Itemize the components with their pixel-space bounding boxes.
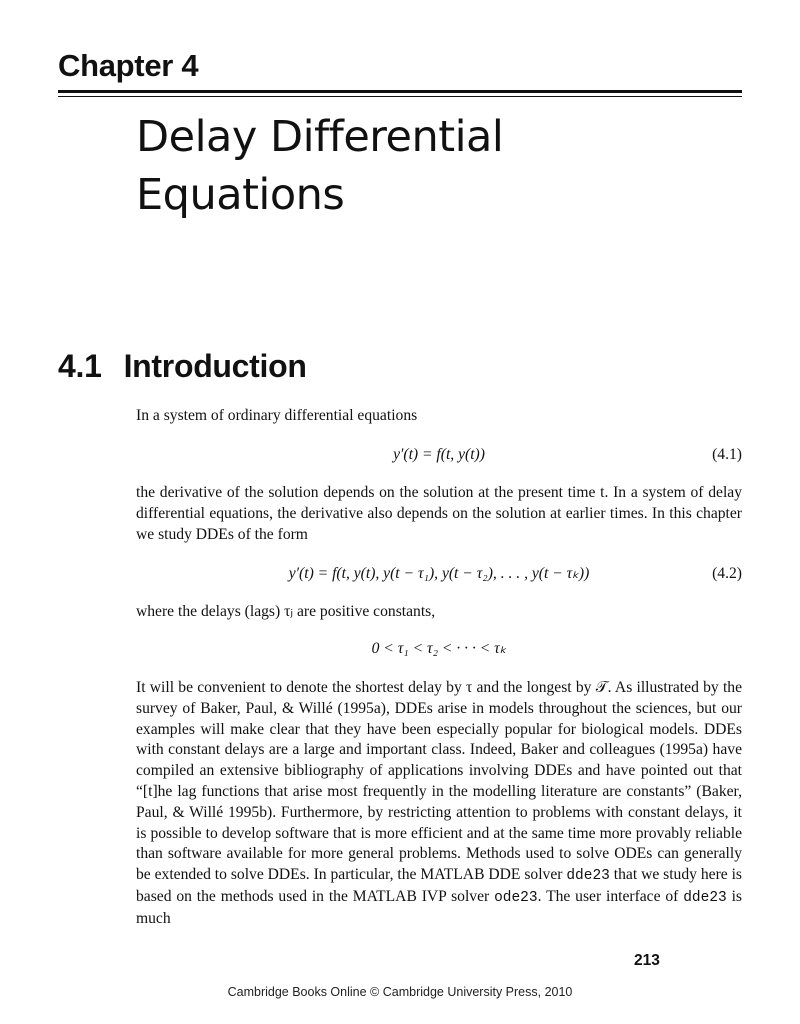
chapter-title-line1: Delay Differential [136, 112, 504, 162]
equation-4-2 [136, 563, 742, 585]
equation-4-1-expr: y′(t) = f(t, y(t)) [393, 446, 485, 463]
chapter-rule-thin [58, 96, 742, 97]
delay-inequality-expr: 0 < τ₁ < τ₂ < · · · < τₖ [371, 640, 507, 657]
code-dde23-2: dde23 [683, 889, 727, 906]
section-number: 4.1 [58, 348, 102, 384]
equation-4-2-label: (4.2) [712, 565, 742, 582]
paragraph-1: In a system of ordinary differential equations [136, 407, 418, 424]
page-number: 213 [634, 952, 660, 969]
p4-text-4: IVP solver [416, 887, 495, 905]
chapter-title [136, 108, 736, 224]
chapter-rule-thick [58, 90, 742, 93]
section-title: Introduction [123, 348, 307, 384]
equation-4-2-expr: y′(t) = f(t, y(t), y(t − τ₁), y(t − τ₂), . . . , y(t − τₖ)) [288, 565, 590, 582]
p4-text-3: that we study here is based on the methods used in the [136, 866, 742, 905]
paragraph-2: the derivative of the solution depends on the solution at the present time t. In a system of delay differential equations, the derivative also depends on the solution at earlier times. In this chapter we study DDEs of the form [136, 484, 742, 543]
matlab-term-2: MATLAB [352, 887, 417, 905]
paragraph-4 [136, 678, 742, 930]
code-dde23-1: dde23 [566, 868, 610, 885]
p4-text-2: DDE solver [484, 866, 567, 884]
code-ode23: ode23 [494, 889, 538, 906]
p4-text-1: It will be convenient to denote the shortest delay by τ and the longest by 𝒯. As illustrated by the survey of Baker, Paul, & Willé (1995a), DDEs arise in models throughout the sciences, but our examples will make clear that they have been especially popular for biological models. DDEs with constant delays are a large and important class. Indeed, Baker and colleagues (1995a) have compiled an extensive bibliography of applications involving DDEs and have pointed out that “[t]he lag functions that arise most frequently in the modelling literature are constants” (Baker, Paul, & Willé 1995b). Furthermore, by restricting attention to problems with constant delays, it is possible to develop software that is more efficient and at the same time more provably reliable than software available for more general problems. Methods used to solve ODEs can generally be extended to solve DDEs. In particular, the [136, 679, 742, 884]
p4-text-6: is much [136, 887, 742, 927]
paragraph-3: where the delays (lags) τⱼ are positive constants, [136, 603, 436, 620]
equation-4-1-label: (4.1) [712, 446, 742, 463]
section-heading [58, 348, 307, 385]
matlab-term-1: MATLAB [420, 866, 485, 884]
footer: Cambridge Books Online © Cambridge University Press, 2010 [227, 985, 573, 999]
delay-inequality [136, 638, 742, 660]
chapter-title-line2: Equations [136, 170, 345, 220]
p4-text-5: . The user interface of [537, 887, 684, 905]
chapter-label: Chapter 4 [58, 48, 199, 83]
equation-4-1 [136, 444, 742, 466]
